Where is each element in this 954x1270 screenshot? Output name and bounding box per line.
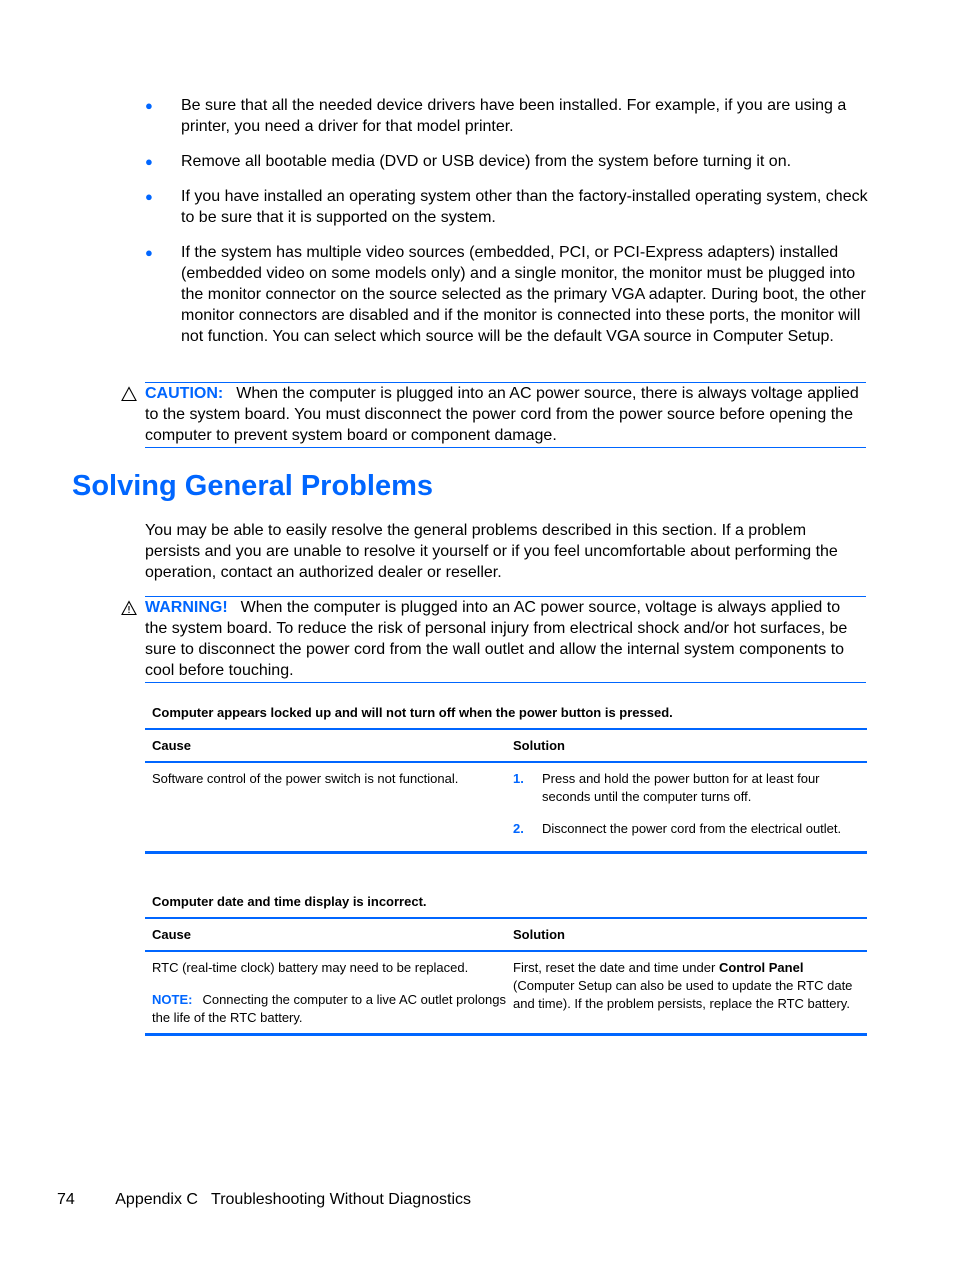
solution-text: (Computer Setup can also be used to update the RTC date and time). If the problem persists, replace the RTC battery. [513, 978, 853, 1011]
table-header-row [145, 919, 867, 952]
solution-step [513, 770, 867, 806]
list-item: ● If you have installed an operating system other than the factory-installed operating system, check to be sure that it is supported on the system. [145, 188, 868, 226]
bullet-icon: ● [145, 189, 153, 204]
table-row [145, 763, 867, 854]
bullet-icon: ● [145, 245, 153, 260]
troubleshooting-table [145, 698, 867, 854]
note [152, 991, 506, 1027]
list-item: ● If the system has multiple video sources (embedded, PCI, or PCI-Express adapters) installed (embedded video on some models only) and a single monitor, the monitor must be plugged into the monitor connector on the source selected as the primary VGA adapter. During boot, the other monitor connectors are disabled and if the monitor is connected into these ports, the monitor will not function. You can select which source will be the default VGA source in Computer Setup. [145, 244, 866, 345]
bullet-icon: ● [145, 98, 153, 113]
step-number: 1. [513, 771, 524, 786]
note-label: NOTE: [152, 992, 193, 1007]
troubleshooting-table [145, 887, 867, 1036]
list-item: ● Remove all bootable media (DVD or USB device) from the system before turning it on. [145, 153, 792, 170]
page-footer [57, 1191, 471, 1209]
page-number: 74 [57, 1191, 75, 1208]
warning-text: When the computer is plugged into an AC power source, voltage is always applied to the system board. To reduce the risk of personal injury from electrical shock and/or hot surfaces, be sure to disconnect the power cord from the wall outlet and allow the internal system components to cool before touching. [145, 599, 848, 679]
warning-notice [145, 596, 866, 683]
intro-paragraph: You may be able to easily resolve the general problems described in this section. If a problem persists and you are unable to resolve it yourself or if you feel uncomfortable about performing the operation, contact an authorized dealer or reseller. [145, 522, 838, 581]
caution-notice [145, 382, 866, 448]
solution-header: Solution [513, 738, 565, 753]
step-number: 2. [513, 821, 524, 836]
caution-label: CAUTION: [145, 385, 224, 402]
solution-header: Solution [513, 927, 565, 942]
section-title: Solving General Problems [72, 470, 433, 502]
table-title: Computer appears locked up and will not turn off when the power button is pressed. [145, 698, 867, 730]
table-title: Computer date and time display is incorrect. [145, 887, 867, 919]
solution-text: First, reset the date and time under [513, 960, 719, 975]
caution-text: When the computer is plugged into an AC power source, there is always voltage applied to the system board. You must disconnect the power cord from the power source before opening the computer to prevent system board or component damage. [145, 385, 859, 444]
solution-bold-term: Control Panel [718, 960, 804, 975]
caution-triangle-icon [121, 386, 137, 402]
note-text: Connecting the computer to a live AC outlet prolongs the life of the RTC battery. [152, 992, 506, 1025]
cause-header: Cause [152, 927, 192, 942]
solution-cell [506, 959, 867, 1033]
cause-header: Cause [152, 738, 192, 753]
bullet-list [145, 95, 870, 361]
list-item: ● Be sure that all the needed device drivers have been installed. For example, if you are using a printer, you need a driver for that model printer. [145, 97, 847, 135]
cause-text: RTC (real-time clock) battery may need to be replaced. [152, 960, 469, 975]
cause-cell [145, 959, 506, 1033]
warning-triangle-icon [121, 600, 137, 616]
solution-cell [506, 770, 867, 851]
cause-cell: Software control of the power switch is not functional. [152, 771, 459, 786]
table-header-row [145, 730, 867, 763]
bullet-icon: ● [145, 154, 153, 169]
solution-step [513, 820, 867, 838]
table-row [145, 952, 867, 1036]
chapter-title: Appendix C Troubleshooting Without Diagnostics [115, 1191, 471, 1208]
warning-label: WARNING! [145, 599, 228, 616]
step-text: Press and hold the power button for at least four seconds until the computer turns off. [542, 771, 820, 804]
step-text: Disconnect the power cord from the electrical outlet. [542, 821, 842, 836]
